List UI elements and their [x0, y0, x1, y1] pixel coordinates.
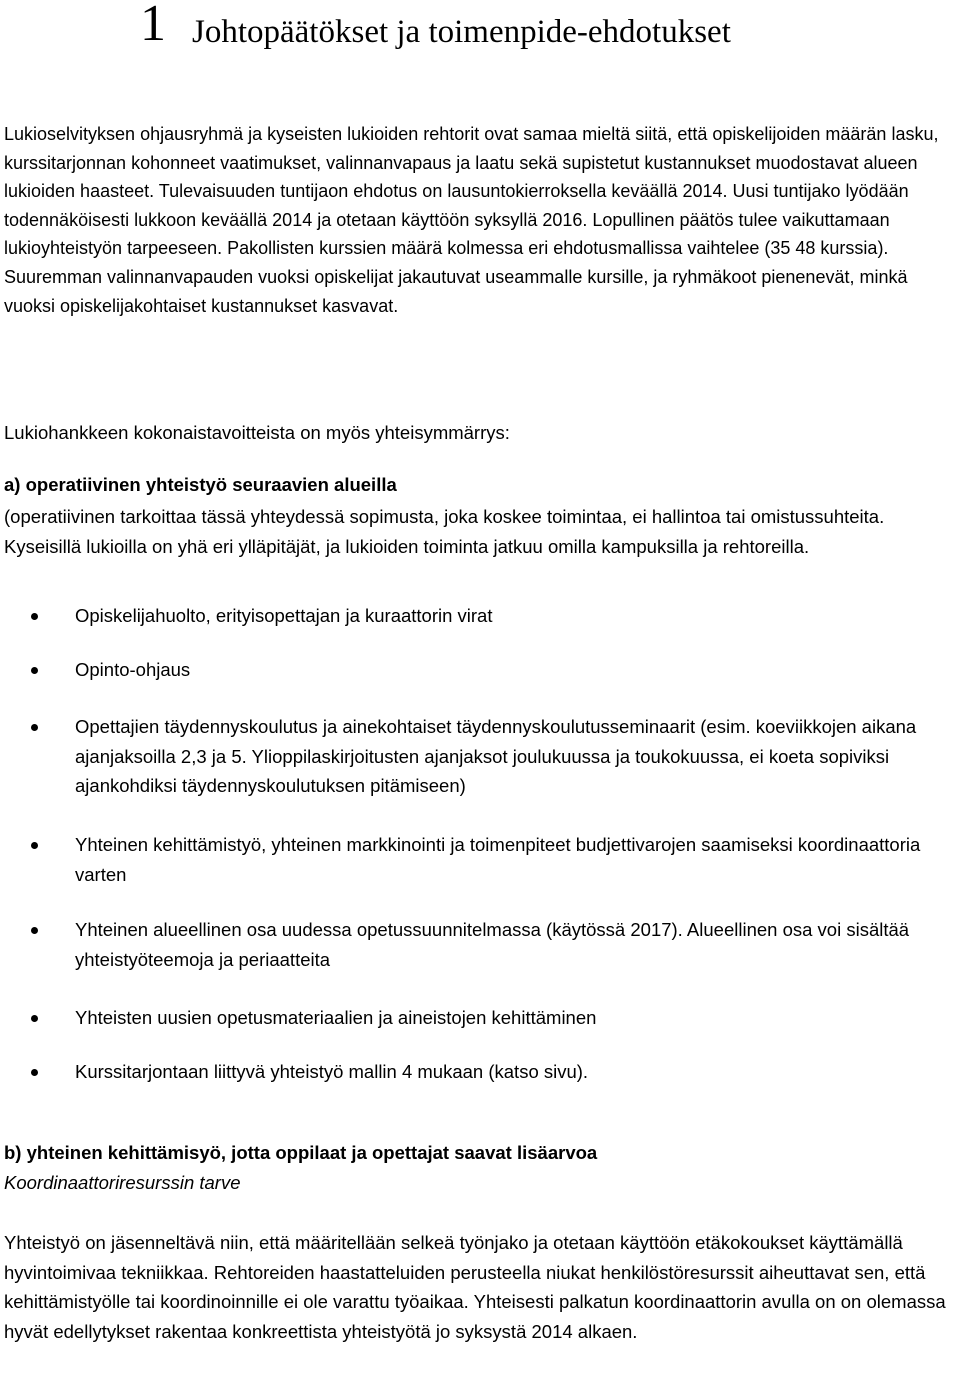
chapter-heading	[0, 0, 960, 60]
bullet-icon	[31, 724, 38, 731]
bullet-icon	[31, 842, 38, 849]
section-a-heading: a) operatiivinen yhteistyö seuraavien alueilla	[4, 474, 397, 495]
list-item-text: Kurssitarjontaan liittyvä yhteistyö mallin 4 mukaan (katso sivu).	[75, 1061, 589, 1082]
list-item-text: Yhteisten uusien opetusmateriaalien ja aineistojen kehittäminen	[75, 1007, 597, 1028]
list-item-text: Opinto-ohjaus	[75, 659, 191, 680]
bullet-icon	[31, 667, 38, 674]
bullet-icon	[31, 1015, 38, 1022]
list-item-text: Yhteinen kehittämistyö, yhteinen markkinointi ja toimenpiteet budjettivarojen saamiseksi koordinaattoria varten	[75, 834, 921, 885]
bullet-icon	[31, 1069, 38, 1076]
bullet-icon	[31, 613, 38, 620]
list-item-text: Yhteinen alueellinen osa uudessa opetussuunnitelmassa (käytössä 2017). Alueellinen osa voi sisältää yhteistyöteemoja ja periaatteita	[75, 919, 910, 970]
list-item-text: Opiskelijahuolto, erityisopettajan ja kuraattorin virat	[75, 605, 493, 626]
section-b-heading: b) yhteinen kehittämisyö, jotta oppilaat ja opettajat saavat lisäarvoa	[4, 1142, 598, 1163]
chapter-title: Johtopäätökset ja toimenpide-ehdotukset	[192, 14, 731, 50]
bullet-icon	[31, 927, 38, 934]
list-item-text: Opettajien täydennyskoulutus ja ainekohtaiset täydennyskoulutusseminaarit (esim. koeviikkojen aikana ajanjaksoilla 2,3 ja 5. Ylioppilaskirjoitusten ajanjaksot joulukuussa ja toukokuussa, ei koeta sopiviksi ajankohdiksi täydennyskoulutuksen pitämiseen)	[75, 716, 917, 797]
intro-paragraph: Lukioselvityksen ohjausryhmä ja kyseisten lukioiden rehtorit ovat samaa mieltä siitä, että opiskelijoiden määrän lasku, kurssitarjonnan kohonneet vaatimukset, valinnanvapaus ja laatu sekä supistetut kustannukset muodostavat alueen lukioiden haasteet. Tulevaisuuden tuntijaon ehdotus on lausuntokierroksella keväällä 2014. Uusi tuntijako lyödään todennäköisesti lukkoon keväällä 2014 ja otetaan käyttöön syksyllä 2016. Lopullinen päätös tulee vaikuttamaan lukioyhteistyön tarpeeseen. Pakollisten kurssien määrä kolmessa eri ehdotusmallissa vaihtelee (35 48 kurssia). Suuremman valinnanvapauden vuoksi opiskelijat jakautuvat useammalle kursille, ja ryhmäkoot pienenevät, minkä vuoksi opiskelijakohtaiset kustannukset kasvavat.	[4, 124, 939, 316]
goals-paragraph: Lukiohankkeen kokonaistavoitteista on myös yhteisymmärrys:	[4, 422, 510, 443]
section-a-body: (operatiivinen tarkoittaa tässä yhteydessä sopimusta, joka koskee toimintaa, ei hallintoa tai omistussuhteita. Kyseisillä lukioilla on yhä eri ylläpitäjät, ja lukioiden toiminta jatkuu omilla kampuksilla ja rehtoreilla.	[4, 506, 885, 557]
chapter-number: 1	[140, 0, 166, 52]
section-b-body: Yhteistyö on jäsenneltävä niin, että määritellään selkeä työnjako ja otetaan käyttöön etäkokoukset käyttämällä hyvintoimivaa tekniikkaa. Rehtoreiden haastatteluiden perusteella niukat henkilöstöresurssit aiheuttavat sen, että kehittämistyölle tai koordinoinnille ei ole varattu työaikaa. Yhteisesti palkatun koordinaattorin avulla on on olemassa hyvät edellytykset rakentaa konkreettista yhteistyötä jo syksystä 2014 alkaen.	[4, 1232, 946, 1342]
section-b-subheading: Koordinaattoriresurssin tarve	[4, 1172, 241, 1193]
